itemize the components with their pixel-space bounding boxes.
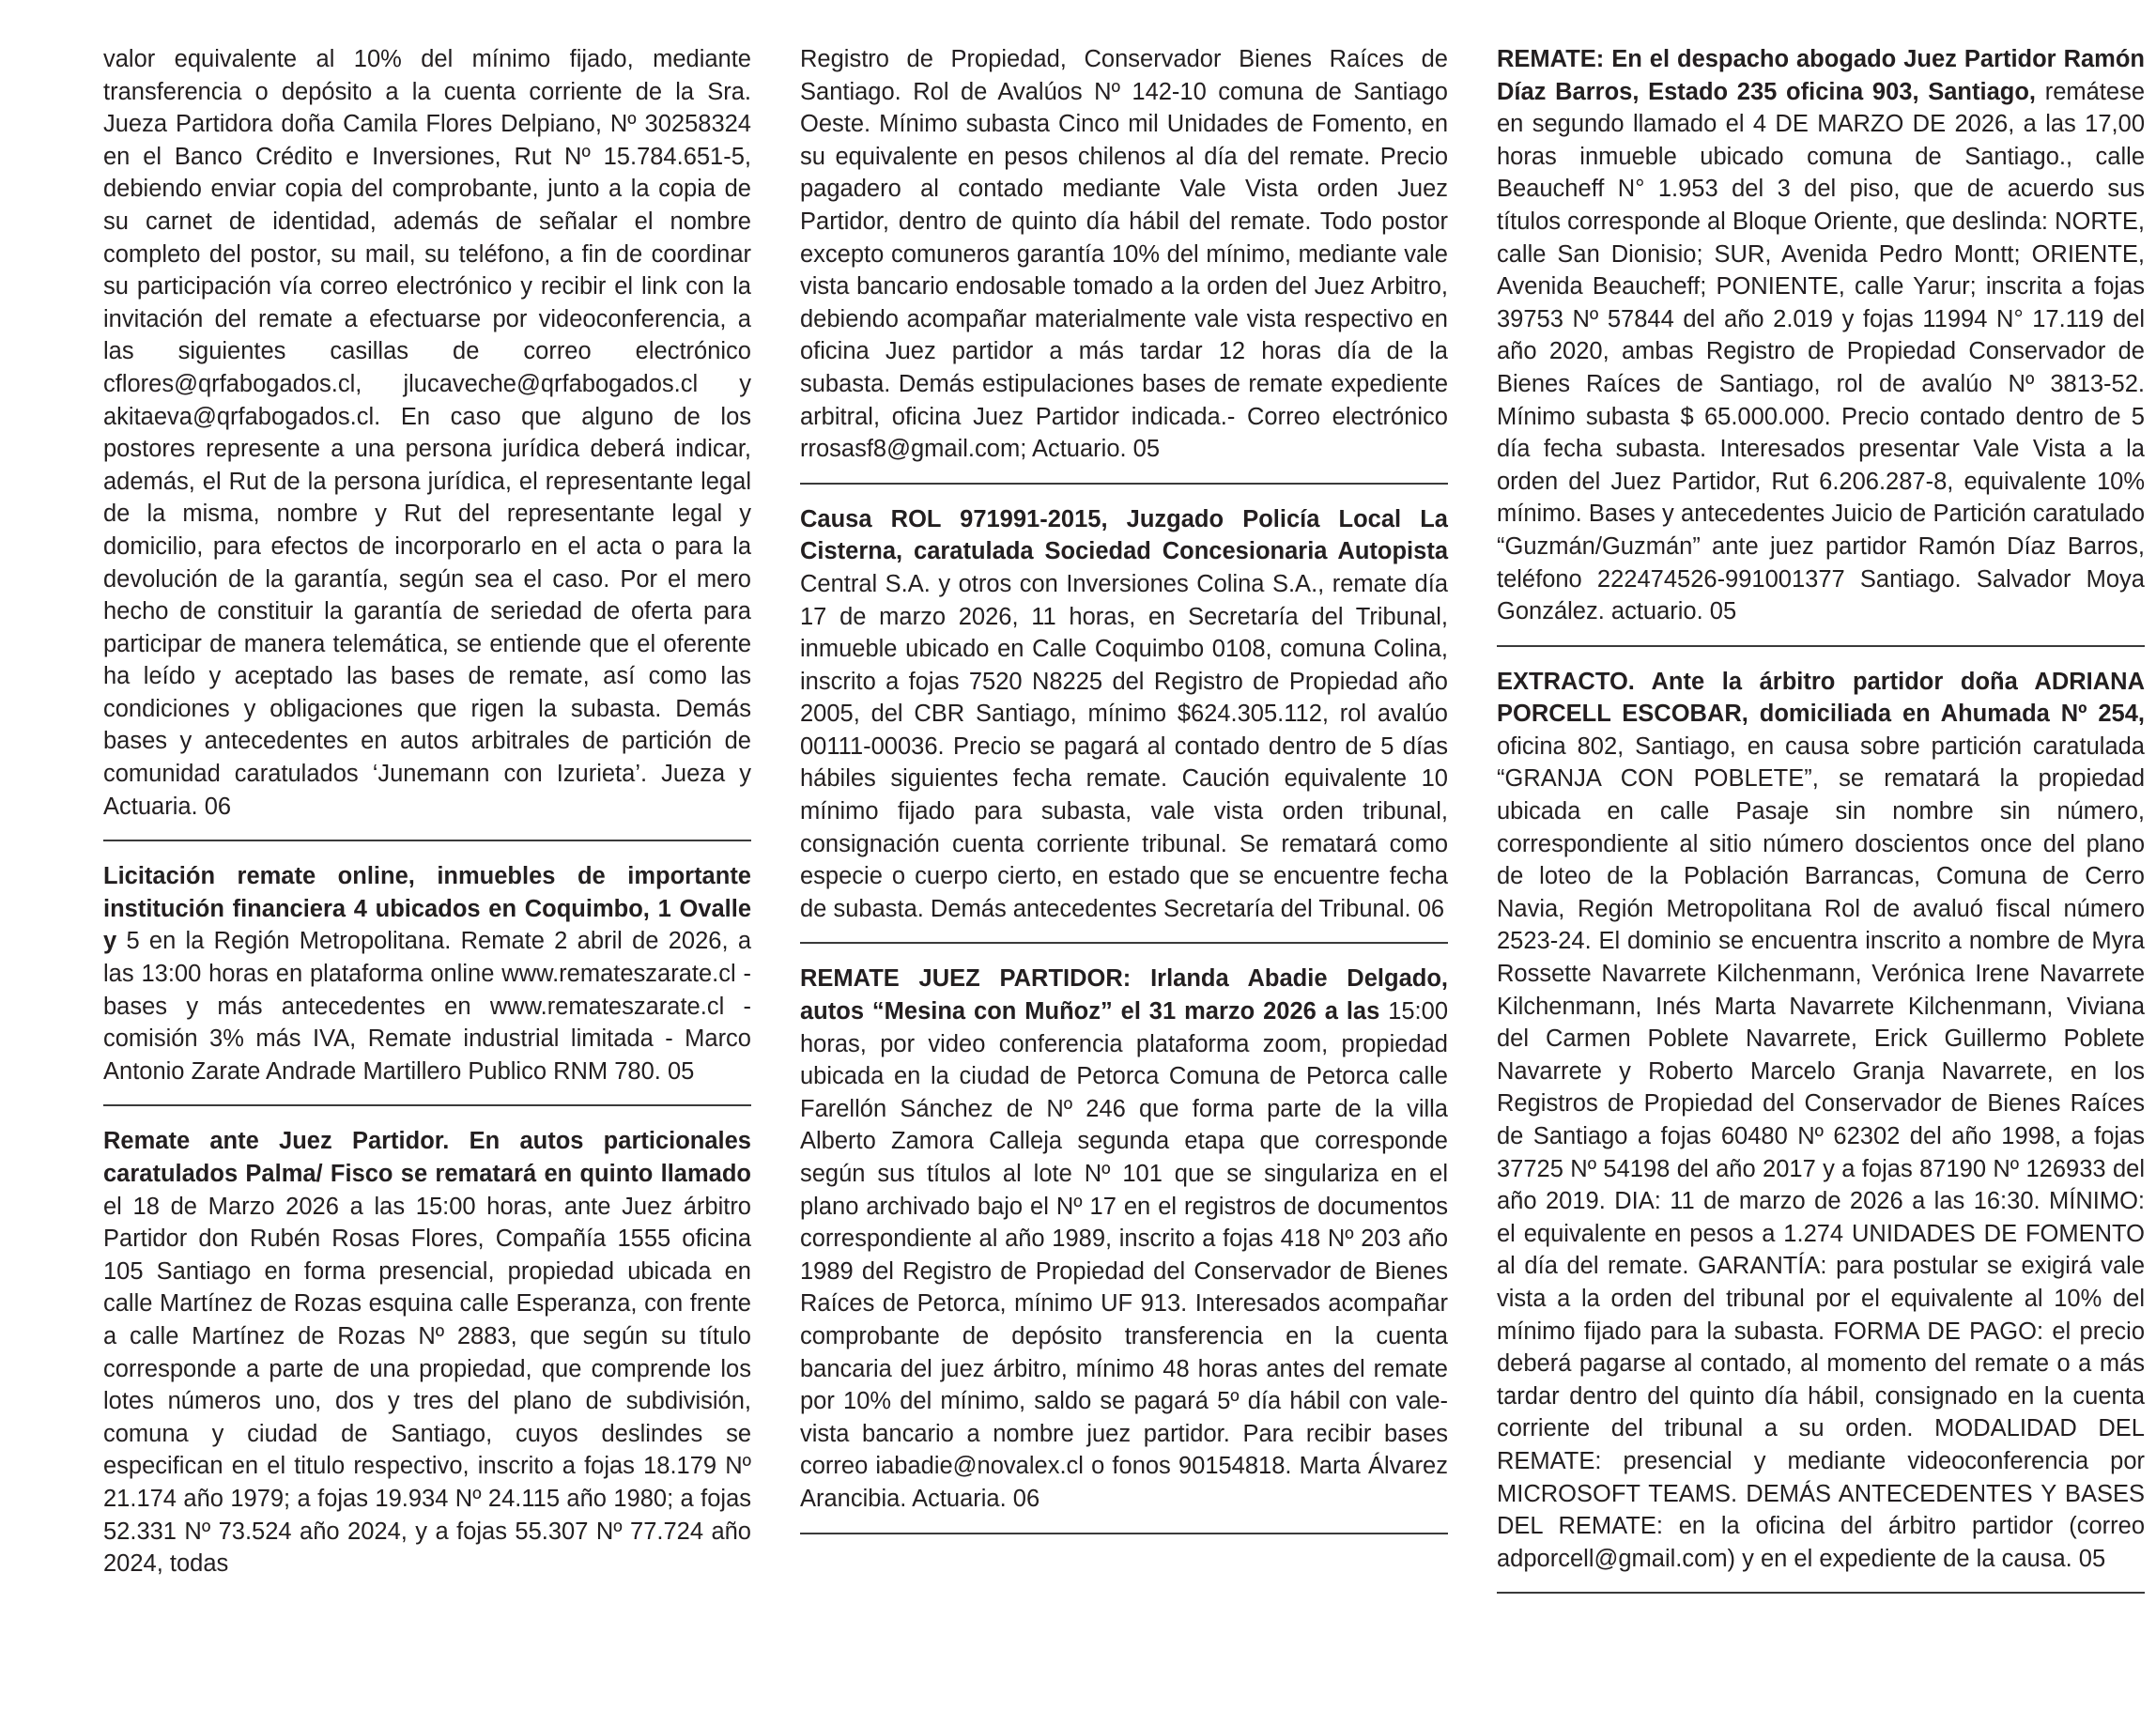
notice-1-2 [103,860,751,1087]
notice-body: valor equivalente al 10% del mínimo fijado, mediante transferencia o depósito a la cuenta corriente de la Sra. Jueza Partidora doña Camila Flores Delpiano, Nº 30258324 en el Banco Crédito e Inversiones, Rut Nº 15.784.651-5, debiendo enviar copia del comprobante, junto a la copia de su carnet de identidad, además de señalar el nombre completo del postor, su mail, su teléfono, a fin de coordinar su participación vía correo electrónico y recibir el link con la invitación del remate a efectuarse por videoconferencia, a las siguientes casillas de correo electrónico cflores@qrfabogados.cl, jlucaveche@qrfabogados.cl y akitaeva@qrfabogados.cl. En caso que alguno de los postores represente a una persona jurídica deberá indicar, además, el Rut de la persona jurídica, el representante legal de la misma, nombre y Rut del representante legal y domicilio, para efectos de incorporarlo en el acta o para la devolución de la garantía, según sea el caso. Por el mero hecho de constituir la garantía de seriedad de oferta para participar de manera telemática, se entiende que el oferente ha leído y aceptado las bases de remate, así como las condiciones y obligaciones que rigen la subasta. Demás bases y antecedentes en autos arbitrales de partición de comunidad caratulados ‘Junemann con Izurieta’. Jueza y Actuaria. 06 [103,46,751,820]
notice-1-1 [103,43,751,823]
notice-3-2 [1497,666,2145,1576]
notice-2-2 [800,503,1448,926]
notice-3-1 [1497,43,2145,628]
notice-heading: EXTRACTO. Ante la árbitro partidor doña ADRIANA PORCELL ESCOBAR, domiciliada en Ahumada Nº 254, [1497,668,2145,728]
notice-body: remátese en segundo llamado el 4 DE MARZO DE 2026, a las 17,00 horas inmueble ubicado comuna de Santiago., calle Beaucheff N° 1.953 del 3 del piso, que de acuerdo sus títulos corresponde al Bloque Oriente, que deslinda: NORTE, calle San Dionisio; SUR, Avenida Pedro Montt; ORIENTE, Avenida Beaucheff; PONIENTE, calle Yarur; inscrita a fojas 39753 Nº 57844 del año 2.019 y fojas 11994 N° 17.119 del año 2020, ambas Registro de Propiedad Conservador de Bienes Raíces de Santiago, rol de avalúo Nº 3813-52. Mínimo subasta $ 65.000.000. Precio contado dentro de 5 día fecha subasta. Interesados presentar Vale Vista a la orden del Juez Partidor, Rut 6.206.287-8, equivalente 10% mínimo. Bases y antecedentes Juicio de Partición caratulado “Guzmán/Guzmán” ante juez partidor Ramón Díaz Barros, teléfono 222474526-991001377 Santiago. Salvador Moya González. actuario. 05 [1497,78,2145,625]
column-2 [800,43,1448,1711]
notice-heading: Causa ROL 971991-2015, Juzgado Policía Local La Cisterna, caratulada Sociedad Concesionaria Autopista [800,505,1448,565]
notice-2-1 [800,43,1448,466]
column-3 [1497,43,2145,1711]
notice-2-3 [800,963,1448,1515]
notice-heading: Remate ante Juez Partidor. En autos particionales caratulados Palma/ Fisco se rematará en quinto llamado [103,1128,751,1187]
notice-divider [1497,1592,2145,1594]
notice-divider [103,840,751,841]
notice-body: Registro de Propiedad, Conservador Bienes Raíces de Santiago. Rol de Avalúos Nº 142-10 comuna de Santiago Oeste. Mínimo subasta Cinco mil Unidades de Fomento, en su equivalente en pesos chilenos al día del remate. Precio pagadero al contado mediante Vale Vista orden Juez Partidor, dentro de quinto día hábil del remate. Todo postor excepto comuneros garantía 10% del mínimo, mediante vale vista bancario endosable tomado a la orden del Juez Arbitro, debiendo acompañar materialmente vale vista respectivo en oficina Juez partidor a más tardar 12 horas día de la subasta. Demás estipulaciones bases de remate expediente arbitral, oficina Juez Partidor indicada.- Correo electrónico rrosasf8@gmail.com; Actuario. 05 [800,46,1448,463]
notice-body: oficina 802, Santiago, en causa sobre partición caratulada “GRANJA CON POBLETE”, se rematará la propiedad ubicada en calle Pasaje sin nombre sin número, correspondiente al sitio número doscientos once del plano de loteo de la Población Barrancas, Comuna de Cerro Navia, Región Metropolitana Rol de avaluó fiscal número 2523-24. El dominio se encuentra inscrito a nombre de Myra Rossette Navarrete Kilchenmann, Verónica Irene Navarrete Kilchenmann, Inés Marta Navarrete Kilchenmann, Viviana del Carmen Poblete Navarrete, Erick Guillermo Poblete Navarrete y Roberto Marcelo Granja Navarrete, en los Registros de Propiedad del Conservador de Bienes Raíces de Santiago a fojas 60480 Nº 62302 del año 1998, a fojas 37725 Nº 54198 del año 2017 y a fojas 87190 Nº 126933 del año 2019. DIA: 11 de marzo de 2026 a las 16:30. MÍNIMO: el equivalente en pesos a 1.274 UNIDADES DE FOMENTO al día del remate. GARANTÍA: para postular se exigirá vale vista a la orden del tribunal por el equivalente al 10% del mínimo fijado para la subasta. FORMA DE PAGO: el precio deberá pagarse al contado, al momento del remate o a más tardar dentro del quinto día hábil, consignado en la cuenta corriente del tribunal a su orden. MODALIDAD DEL REMATE: presencial y mediante videoconferencia por MICROSOFT TEAMS. DEMÁS ANTECEDENTES Y BASES DEL REMATE: en la oficina del árbitro partidor (correo adporcell@gmail.com) y en el expediente de la causa. 05 [1497,732,2145,1572]
notice-divider [103,1104,751,1106]
notice-divider [800,1533,1448,1534]
notice-body: 5 en la Región Metropolitana. Remate 2 abril de 2026, a las 13:00 horas en plataforma online www.remateszarate.cl - bases y más antecedentes en www.remateszarate.cl - comisión 3% más IVA, Remate industrial limitada - Marco Antonio Zarate Andrade Martillero Publico RNM 780. 05 [103,928,751,1085]
notice-heading: REMATE: En el despacho abogado Juez Partidor Ramón Díaz Barros, Estado 235 oficina 903, Santiago, [1497,46,2145,105]
notice-body: Central S.A. y otros con Inversiones Colina S.A., remate día 17 de marzo 2026, 11 horas, en Secretaría del Tribunal, inmueble ubicado en Calle Coquimbo 0108, comuna Colina, inscrito a fojas 7520 N8225 del Registro de Propiedad año 2005, del CBR Santiago, mínimo $624.305.112, rol avalúo 00111-00036. Precio se pagará al contado dentro de 5 días hábiles siguientes fecha remate. Caución equivalente 10 mínimo fijado para subasta, vale vista orden tribunal, consignación cuenta corriente tribunal. Se rematará como especie o cuerpo cierto, en estado que se encuentre fecha de subasta. Demás antecedentes Secretaría del Tribunal. 06 [800,570,1448,922]
notice-divider [800,942,1448,944]
notice-1-3 [103,1125,751,1580]
notice-heading: REMATE JUEZ PARTIDOR: Irlanda Abadie Delgado, autos “Mesina con Muñoz” el 31 marzo 2026 a las [800,965,1448,1025]
notice-body: 15:00 horas, por video conferencia plataforma zoom, propiedad ubicada en la ciudad de Petorca Comuna de Petorca calle Farellón Sánchez de Nº 246 que forma parte de la villa Alberto Zamora Calleja segunda etapa que corresponde según sus títulos al lote Nº 101 que se singulariza en el plano archivado bajo el Nº 17 en el registros de documentos correspondiente al año 1989, inscrito a fojas 418 Nº 203 año 1989 del Registro de Propiedad del Conservador de Bienes Raíces de Petorca, mínimo UF 913. Interesados acompañar comprobante de depósito transferencia en la cuenta bancaria del juez árbitro, mínimo 48 horas antes del remate por 10% del mínimo, saldo se pagará 5º día hábil con vale-vista bancario a nombre juez partidor. Para recibir bases correo iabadie@novalex.cl o fonos 90154818. Marta Álvarez Arancibia. Actuaria. 06 [800,998,1448,1512]
notice-body: el 18 de Marzo 2026 a las 15:00 horas, ante Juez árbitro Partidor don Rubén Rosas Flores, Compañía 1555 oficina 105 Santiago en forma presencial, propiedad ubicada en calle Martínez de Rozas esquina calle Esperanza, con frente a calle Martínez de Rozas Nº 2883, que según su título corresponde a parte de una propiedad, que comprende los lotes números uno, dos y tres del plano de subdivisión, comuna y ciudad de Santiago, cuyos deslindes se especifican en el titulo respectivo, inscrito a fojas 18.179 Nº 21.174 año 1979; a fojas 19.934 Nº 24.115 año 1980; a fojas 52.331 Nº 73.524 año 2024, y a fojas 55.307 Nº 77.724 año 2024, todas [103,1193,751,1578]
notice-divider [1497,645,2145,647]
column-1 [103,43,751,1711]
notice-divider [800,483,1448,485]
notice-heading: Licitación remate online, inmuebles de importante institución financiera 4 ubicados en Coquimbo, 1 Ovalle y [103,863,751,955]
